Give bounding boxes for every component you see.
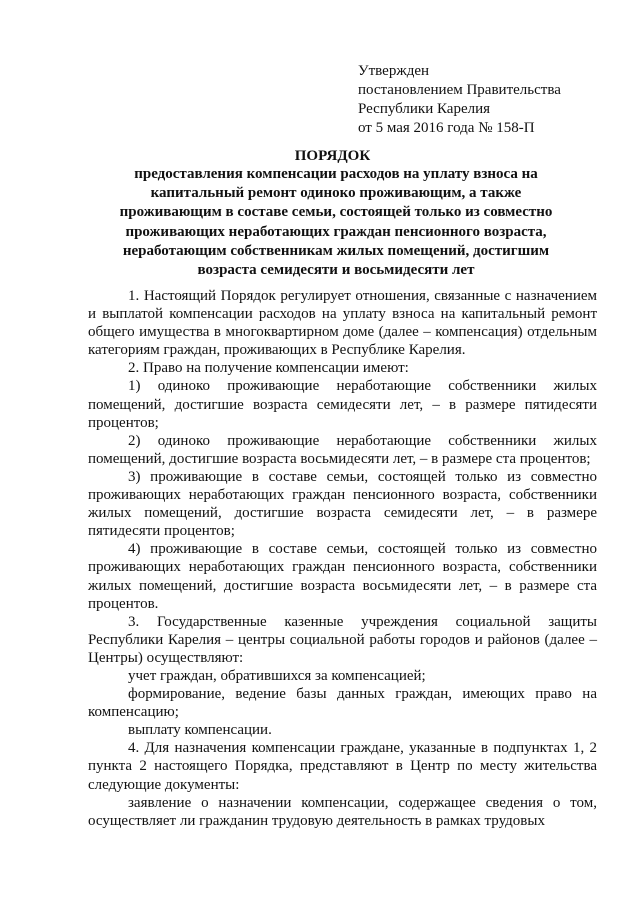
approval-line: постановлением Правительства: [358, 82, 561, 98]
paragraph: 2. Право на получение компенсации имеют:: [128, 360, 409, 377]
paragraph: 3) проживающие в составе семьи, состоящей только из совместно проживающих неработающих граждан пенсионного возраста, собственники жилых помещений, достигшие возраста семидесяти лет, – в размере пятидесяти процентов;: [88, 468, 597, 540]
paragraph: 4) проживающие в составе семьи, состоящей только из совместно проживающих неработающих граждан пенсионного возраста, собственники жилых помещений, достигшие возраста восьмидесяти лет, – в размере ста процентов.: [88, 541, 597, 612]
approval-block: [358, 62, 561, 138]
paragraph: выплату компенсации.: [128, 722, 272, 739]
paragraph: 4. Для назначения компенсации граждане, указанные в подпунктах 1, 2 пункта 2 настоящего Порядка, представляют в Центр по месту жительства следующие документы:: [88, 740, 597, 793]
paragraph: заявление о назначении компенсации, содержащее сведения о том, осуществляет ли гражданин трудовую деятельность в рамках трудовых: [88, 794, 597, 829]
paragraph: формирование, ведение базы данных граждан, имеющих право на компенсацию;: [88, 686, 597, 721]
paragraph: 1. Настоящий Порядок регулирует отношения, связанные с назначением и выплатой компенсации расходов на уплату взноса на капитальный ремонт общего имущества в многоквартирном доме (далее – компенсация) отдельным категориям граждан, проживающих в Республике Карелия.: [88, 288, 597, 359]
paragraph: 2) одиноко проживающие неработающие собственники жилых помещений, достигшие возраста восьмидесяти лет, – в размере ста процентов;: [88, 432, 597, 467]
document-title: ПОРЯДОК: [294, 148, 371, 164]
document-body: [88, 287, 597, 830]
approval-line: от 5 мая 2016 года № 158-П: [358, 120, 535, 136]
paragraph: 1) одиноко проживающие неработающие собственники жилых помещений, достигшие возраста семидесяти лет, – в размере пятидесяти процентов;: [88, 378, 597, 431]
approval-line: Республики Карелия: [358, 101, 491, 117]
document-subtitle: предоставления компенсации расходов на уплату взноса на капитальный ремонт одиноко проживающим, а также проживающим в составе семьи, состоящей только из совместно проживающих неработающих граждан пенсионного возраста, неработающим собственникам жилых помещений, достигшим возраста семидесяти и восьмидесяти лет: [119, 166, 553, 279]
approval-line: Утвержден: [358, 63, 430, 79]
paragraph: учет граждан, обратившихся за компенсацией;: [128, 667, 426, 684]
paragraph: 3. Государственные казенные учреждения социальной защиты Республики Карелия – центры социальной работы городов и районов (далее – Центры) осуществляют:: [88, 613, 597, 666]
